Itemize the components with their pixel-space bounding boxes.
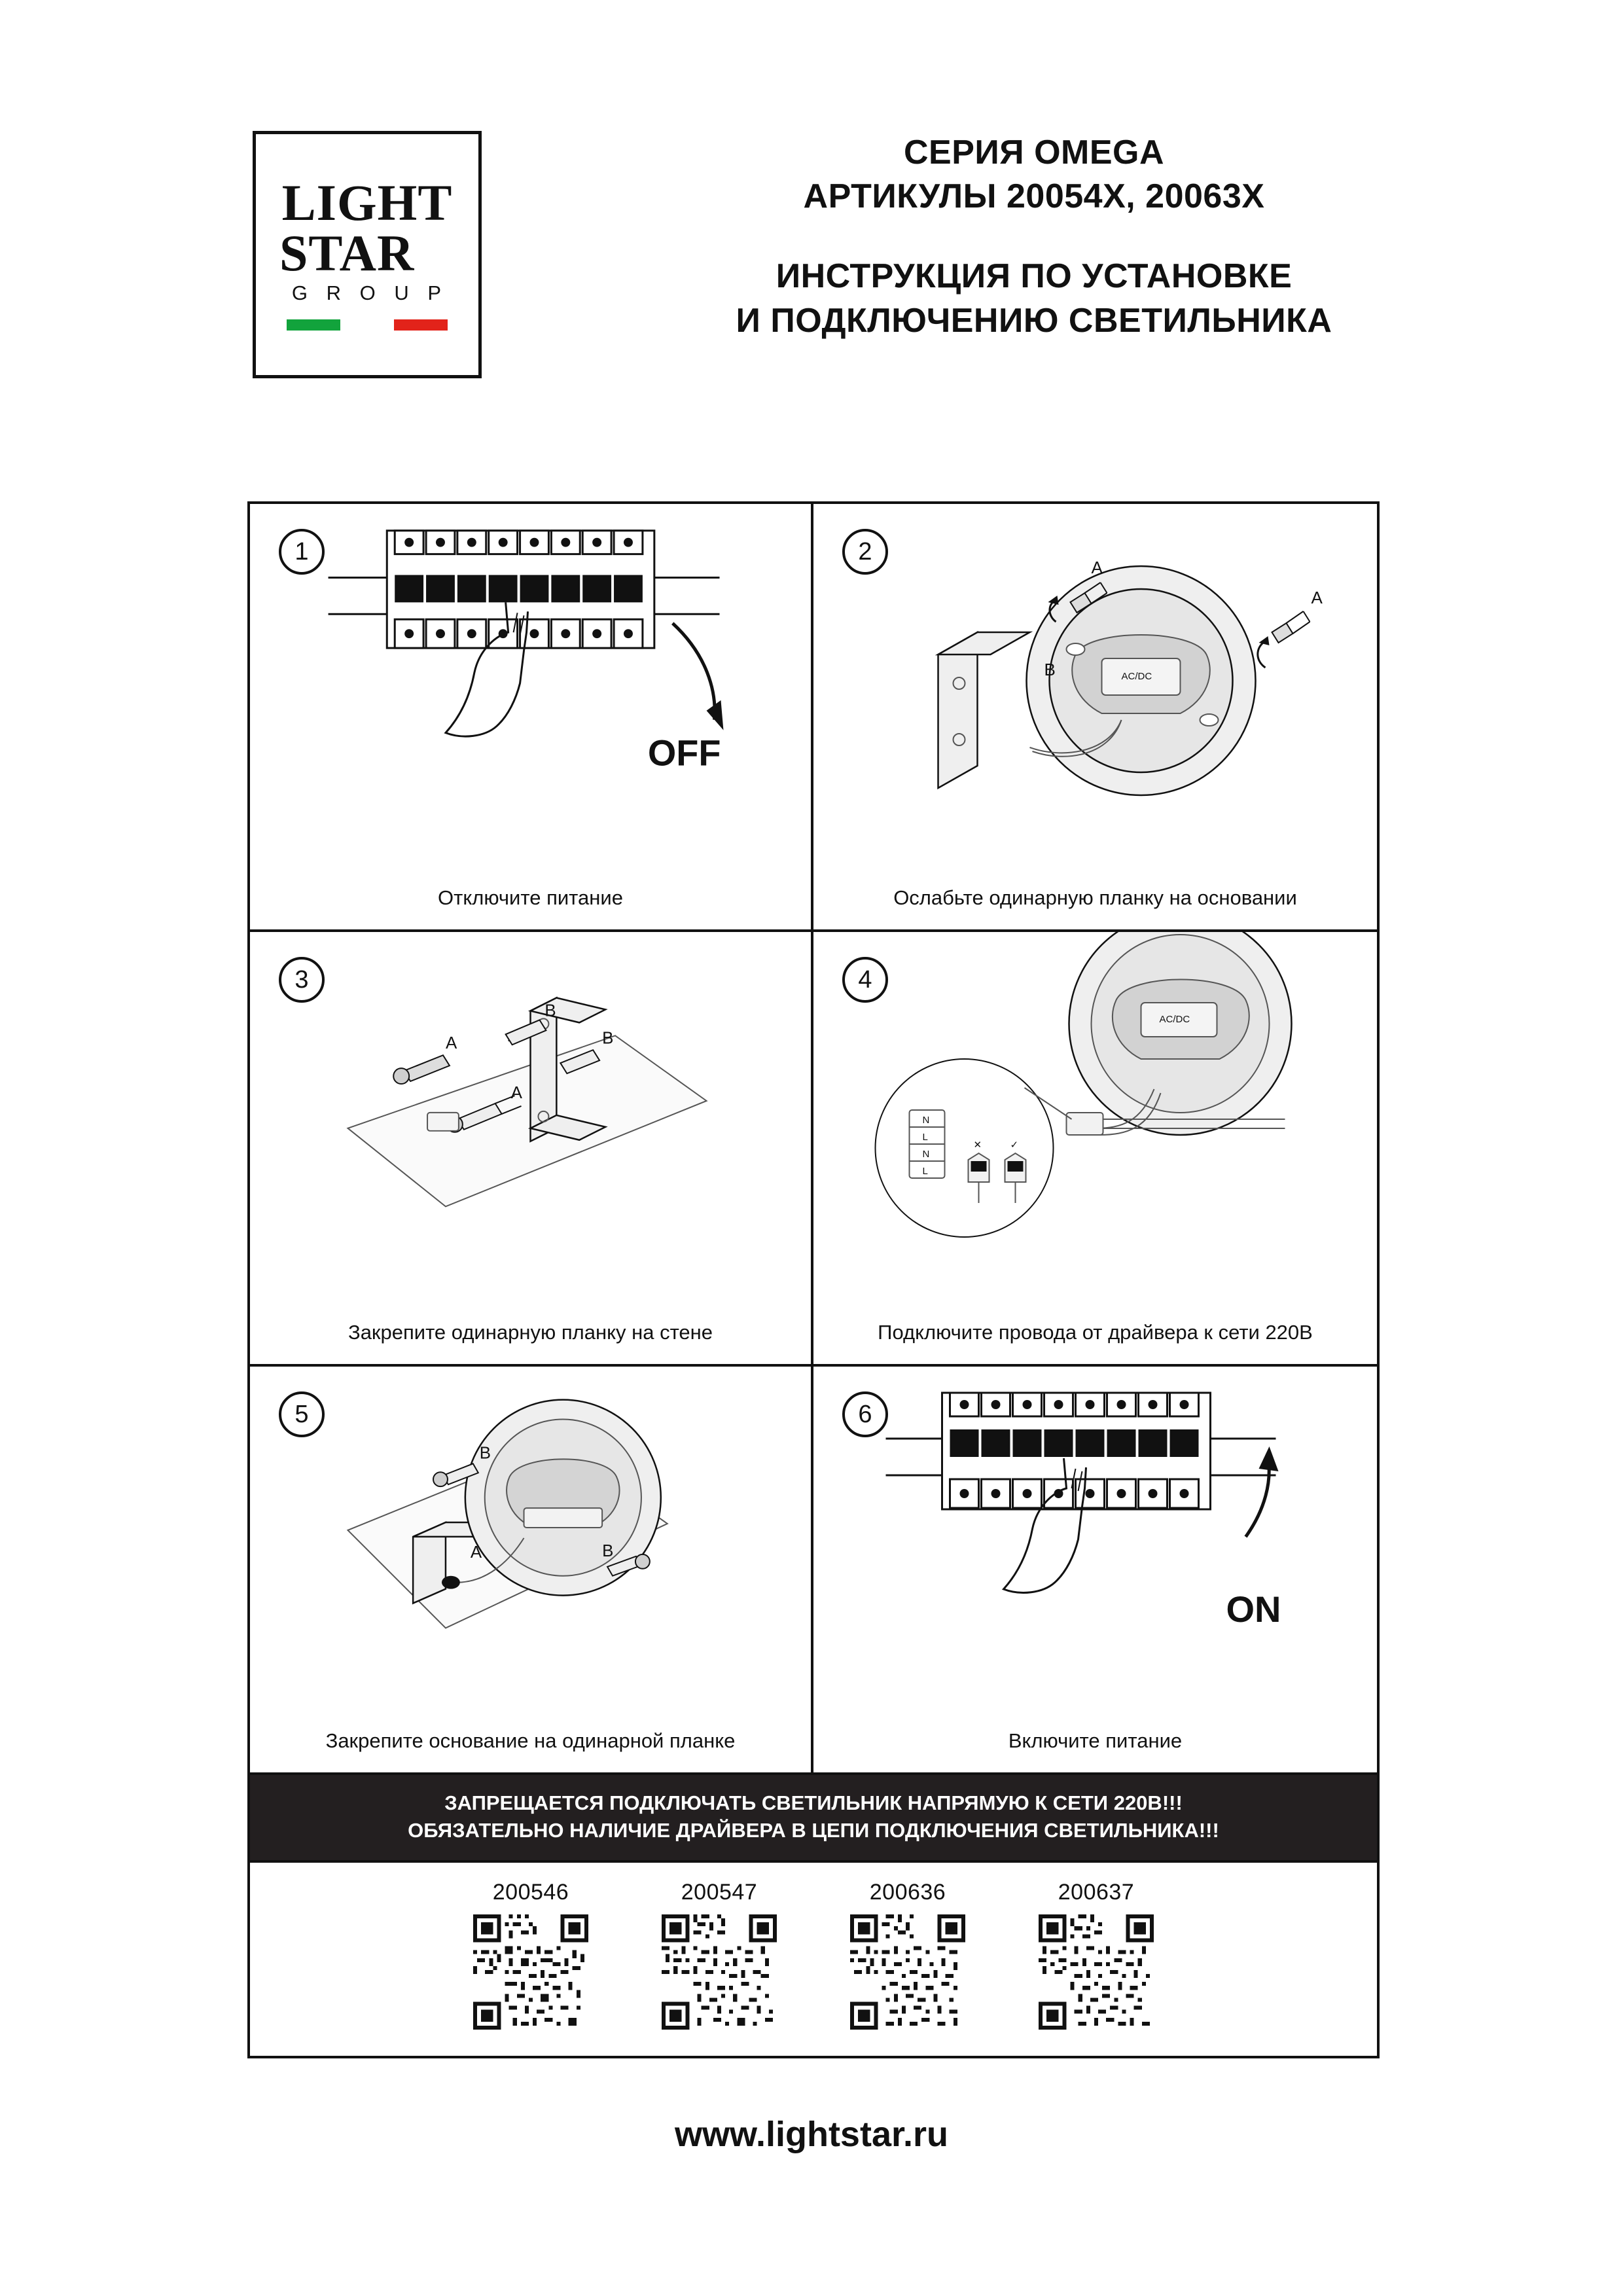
step-2-caption: Ослабьте одинарную планку на основании [893,886,1297,909]
svg-text:N: N [922,1115,930,1126]
logo-text-star: STAR [279,224,415,281]
svg-text:L: L [922,1166,928,1177]
svg-text:✕: ✕ [973,1139,982,1151]
logo-text-light: LIGHT [281,174,453,232]
svg-text:AC/DC: AC/DC [1159,1014,1190,1025]
steps-table [247,501,1380,2058]
qr-item [455,1880,606,2030]
step-5-caption: Закрепите основание на одинарной планке [325,1729,736,1752]
articles-title: АРТИКУЛЫ 20054X, 20063X [803,177,1265,215]
step-cell-3 [250,932,813,1367]
step-number-2: 2 [842,529,888,575]
step-number-5: 5 [279,1391,325,1437]
qr-label: 200636 [869,1879,946,1905]
svg-text:A: A [1311,588,1323,607]
svg-text:A: A [1091,558,1103,577]
step-6-caption: Включите питание [1008,1729,1183,1752]
svg-text:B: B [479,1444,491,1463]
svg-text:B: B [1044,660,1056,679]
step-cell-1 [250,504,813,932]
svg-text:A: A [445,1034,457,1053]
qr-codes-row [250,1863,1377,2056]
step-3-caption: Закрепите одинарную планку на стене [348,1320,713,1344]
steps-row-2 [250,932,1377,1367]
svg-text:A: A [470,1543,482,1562]
warning-line-1: ЗАПРЕЩАЕТСЯ ПОДКЛЮЧАТЬ СВЕТИЛЬНИК НАПРЯМУЮ К СЕТИ 220В!!! [444,1791,1183,1814]
svg-text:✓: ✓ [1010,1139,1019,1151]
step-cell-4 [813,932,1377,1367]
step-number-4: 4 [842,957,888,1003]
steps-row-1 [250,504,1377,932]
step-5-illustration [250,1367,811,1674]
header-titles [543,131,1525,343]
step-number-3: 3 [279,957,325,1003]
qr-code-icon[interactable] [850,1914,965,2030]
steps-row-3 [250,1367,1377,1775]
qr-item [1021,1880,1171,2030]
series-title: СЕРИЯ OMEGA [903,134,1165,171]
svg-text:B: B [602,1029,614,1048]
step-cell-5 [250,1367,813,1775]
qr-item [644,1880,794,2030]
qr-code-icon[interactable] [473,1914,588,2030]
step-number-6: 6 [842,1391,888,1437]
svg-text:AC/DC: AC/DC [1121,671,1152,682]
step-6-annotation-on: ON [1226,1588,1281,1630]
qr-code-icon[interactable] [1039,1914,1154,2030]
svg-text:L: L [922,1132,928,1143]
svg-text:N: N [922,1149,930,1160]
step-6-illustration [813,1367,1377,1674]
instruction-title-line1: ИНСТРУКЦИЯ ПО УСТАНОВКЕ [776,257,1293,296]
step-cell-6 [813,1367,1377,1775]
svg-text:B: B [602,1541,614,1560]
step-4-caption: Подключите провода от драйвера к сети 220В [878,1320,1313,1344]
warning-banner [250,1775,1377,1863]
step-4-illustration [813,932,1377,1272]
step-3-illustration [250,932,811,1259]
brand-logo [253,131,482,378]
footer-website[interactable]: www.lightstar.ru [674,2115,949,2154]
svg-text:A: A [510,1083,522,1102]
logo-text-group: G R O U P [291,281,448,304]
step-1-annotation-off: OFF [647,732,721,774]
step-number-1: 1 [279,529,325,575]
qr-label: 200547 [681,1879,758,1905]
step-cell-2 [813,504,1377,932]
svg-text:B: B [544,1001,556,1020]
qr-item [832,1880,983,2030]
step-2-illustration [813,504,1377,831]
italian-flag-icon [287,319,448,331]
qr-label: 200546 [492,1879,569,1905]
step-1-caption: Отключите питание [438,886,623,909]
instruction-title-line2: И ПОДКЛЮЧЕНИЮ СВЕТИЛЬНИКА [736,301,1332,340]
step-1-illustration [250,504,811,831]
warning-line-2: ОБЯЗАТЕЛЬНО НАЛИЧИЕ ДРАЙВЕРА В ЦЕПИ ПОДКЛЮЧЕНИЯ СВЕТИЛЬНИКА!!! [408,1818,1219,1842]
qr-code-icon[interactable] [662,1914,777,2030]
qr-label: 200637 [1058,1879,1135,1905]
